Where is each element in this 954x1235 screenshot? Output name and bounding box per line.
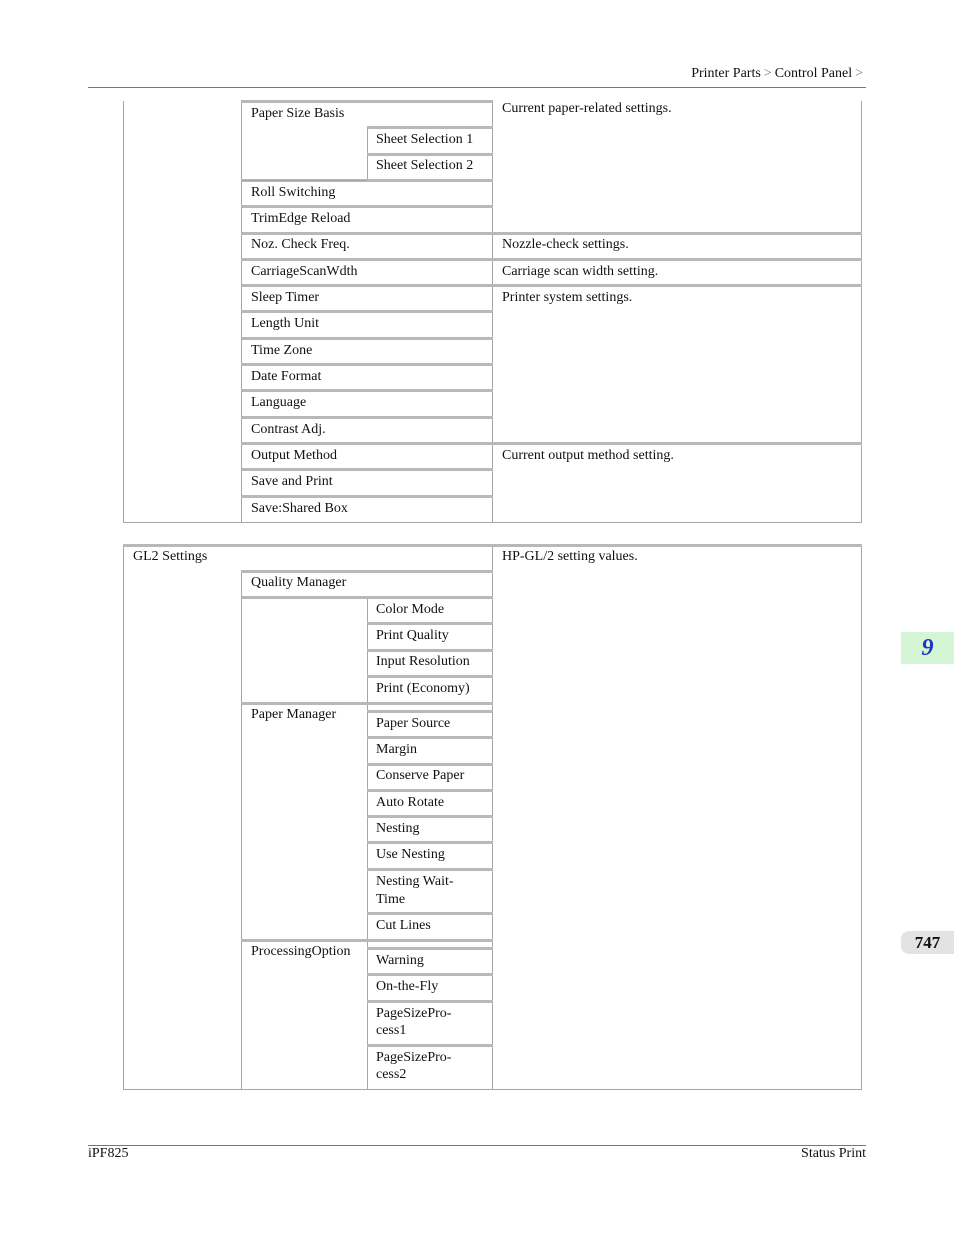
menu-item-roll-switching: Roll Switching	[251, 185, 336, 200]
description-system: Printer system settings.	[502, 290, 633, 305]
menu-item-input-resolution: Input Resolution	[376, 654, 470, 669]
menu-item-carriagescanwdth: CarriageScanWdth	[251, 264, 358, 279]
menu-item-save-shared-box: Save:Shared Box	[251, 501, 348, 516]
menu-item-print-quality: Print Quality	[376, 628, 449, 643]
breadcrumb-control-panel: Control Panel	[774, 66, 853, 81]
chapter-tab[interactable]: 9	[901, 632, 954, 664]
menu-item-nesting: Nesting	[376, 821, 420, 836]
breadcrumb-printer-parts: Printer Parts	[691, 66, 761, 81]
description-hpgl2: HP-GL/2 setting values.	[502, 549, 638, 564]
description-carriage: Carriage scan width setting.	[502, 264, 659, 279]
menu-item-print-economy: Print (Economy)	[376, 681, 470, 696]
menu-item-paper-source: Paper Source	[376, 716, 451, 731]
menu-item-nesting-wait-time-line2: Time	[376, 892, 406, 907]
menu-item-pagesizeprocess2: PageSizePro-	[376, 1050, 452, 1065]
menu-item-time-zone: Time Zone	[251, 343, 313, 358]
menu-item-quality-manager: Quality Manager	[251, 575, 347, 590]
menu-item-use-nesting: Use Nesting	[376, 847, 445, 862]
page-number-tab: 747	[901, 931, 954, 954]
menu-item-processing-option: ProcessingOption	[251, 944, 351, 959]
description-output: Current output method setting.	[502, 448, 674, 463]
menu-item-noz-check-freq: Noz. Check Freq.	[251, 237, 350, 252]
menu-item-sheet-selection-1: Sheet Selection 1	[376, 132, 474, 147]
table-title-gl2-settings: GL2 Settings	[133, 549, 208, 564]
menu-item-trimedge-reload: TrimEdge Reload	[251, 211, 351, 226]
menu-item-pagesizeprocess2-line2: cess2	[376, 1067, 407, 1082]
menu-item-save-and-print: Save and Print	[251, 474, 333, 489]
menu-item-sheet-selection-2: Sheet Selection 2	[376, 158, 474, 173]
menu-item-length-unit: Length Unit	[251, 316, 320, 331]
menu-item-output-method: Output Method	[251, 448, 337, 463]
menu-item-auto-rotate: Auto Rotate	[376, 795, 445, 810]
menu-item-pagesizeprocess1: PageSizePro-	[376, 1006, 452, 1021]
menu-item-cut-lines: Cut Lines	[376, 918, 431, 933]
footer-section: Status Print	[801, 1146, 866, 1161]
footer-rule	[88, 1145, 866, 1146]
menu-item-color-mode: Color Mode	[376, 602, 445, 617]
menu-item-date-format: Date Format	[251, 369, 322, 384]
menu-item-paper-size-basis: Paper Size Basis	[251, 106, 345, 121]
description-nozzle: Nozzle-check settings.	[502, 237, 629, 252]
menu-item-language: Language	[251, 395, 307, 410]
menu-item-margin: Margin	[376, 742, 417, 757]
menu-item-conserve-paper: Conserve Paper	[376, 768, 465, 783]
footer-model: iPF825	[88, 1146, 129, 1161]
breadcrumb-separator: >	[763, 66, 772, 81]
header-rule	[88, 87, 866, 88]
description-paper: Current paper-related settings.	[502, 101, 672, 116]
menu-item-on-the-fly: On-the-Fly	[376, 979, 439, 994]
menu-item-pagesizeprocess1-line2: cess1	[376, 1023, 407, 1038]
menu-item-paper-manager: Paper Manager	[251, 707, 337, 722]
menu-item-sleep-timer: Sleep Timer	[251, 290, 320, 305]
menu-item-contrast-adj: Contrast Adj.	[251, 422, 326, 437]
menu-item-nesting-wait-time: Nesting Wait-	[376, 874, 454, 889]
breadcrumb-separator: >	[855, 66, 863, 81]
breadcrumb	[691, 66, 866, 82]
menu-item-warning: Warning	[376, 953, 424, 968]
